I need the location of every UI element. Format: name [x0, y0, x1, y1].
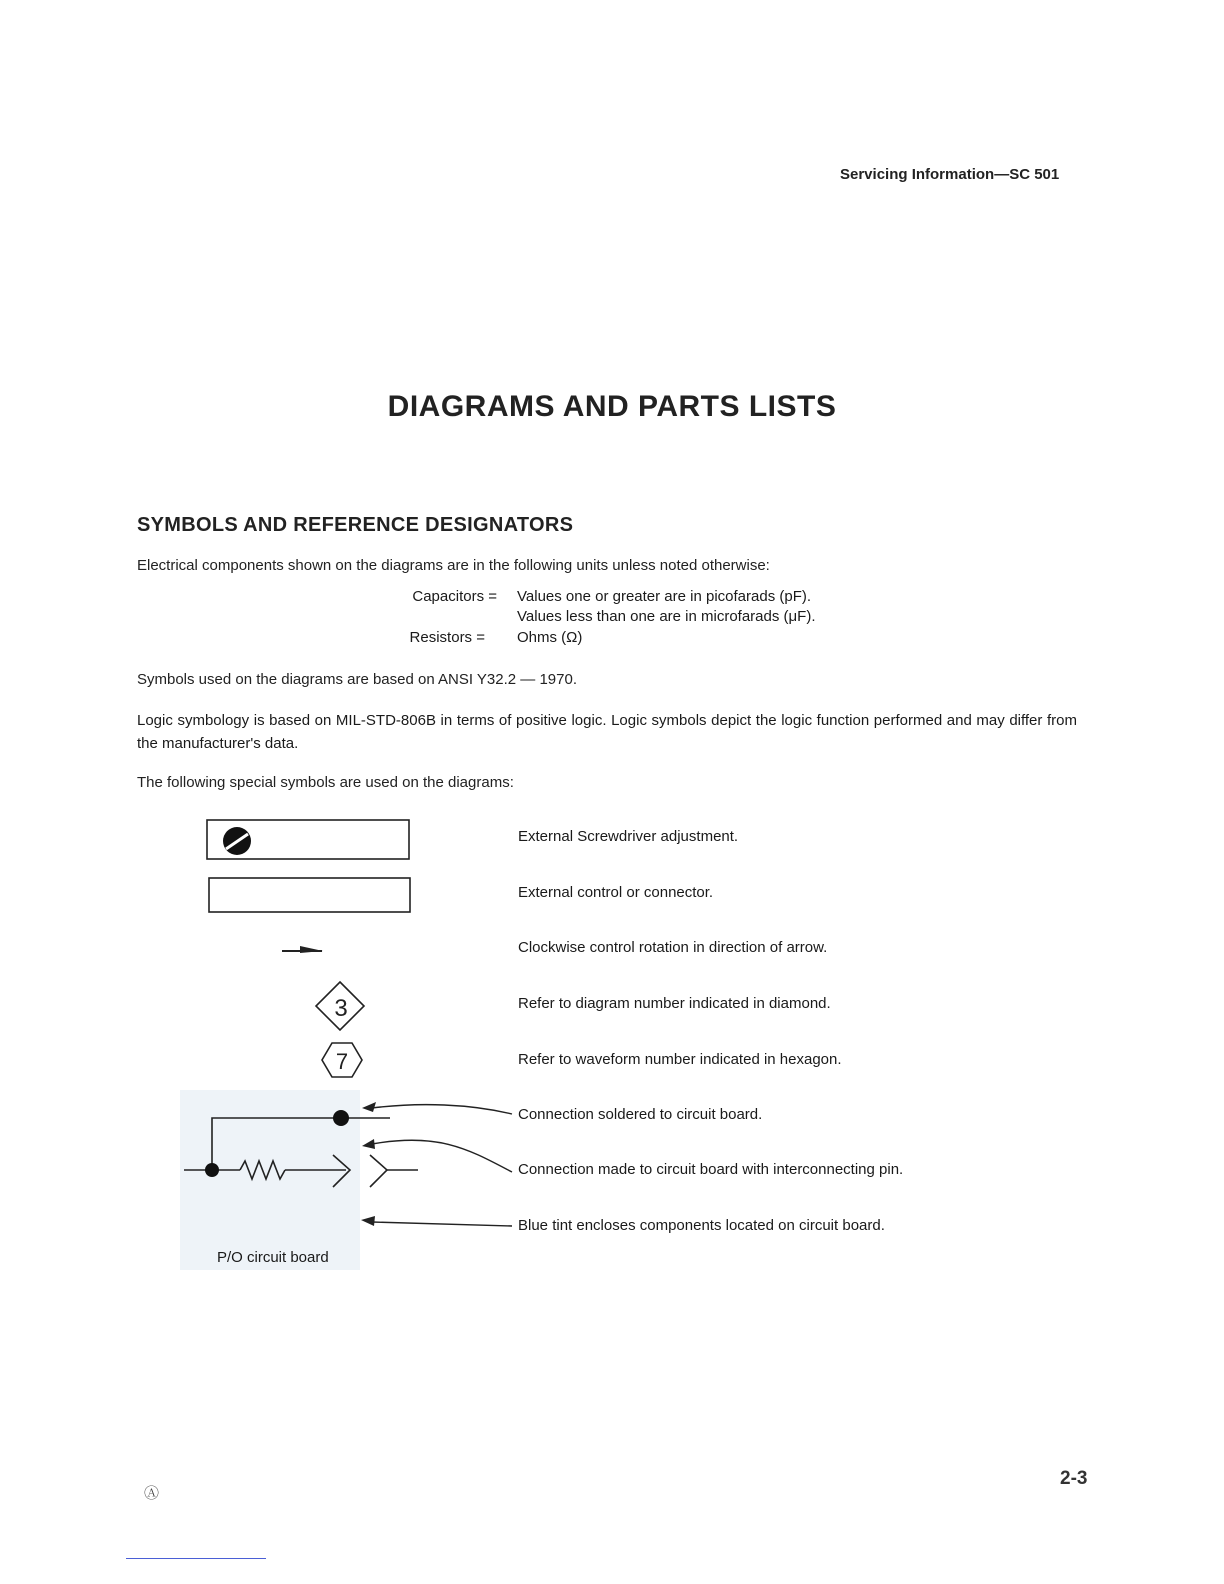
legend-text-hexagon: Refer to waveform number indicated in hexagon.	[518, 1051, 842, 1068]
capacitors-value-2: Values less than one are in microfarads (μF).	[517, 608, 816, 625]
leader-lines	[372, 1105, 512, 1226]
legend-text-external-control: External control or connector.	[518, 884, 714, 901]
screwdriver-adjust-icon	[207, 820, 409, 859]
page-number: 2-3	[1060, 1468, 1088, 1489]
logic-text: Logic symbology is based on MIL-STD-806B in terms of positive logic. Logic symbols depict the logic function performed and may differ from the manufacturer's data.	[137, 712, 1077, 752]
page-title: DIAGRAMS AND PARTS LISTS	[387, 390, 837, 423]
running-header: Servicing Information—SC 501	[840, 166, 1060, 183]
revision-mark: Ⓐ	[144, 1485, 160, 1502]
units-intro: Electrical components shown on the diagrams are in the following units unless noted otherwise:	[137, 557, 770, 574]
section-title: SYMBOLS AND REFERENCE DESIGNATORS	[137, 514, 574, 536]
footer-rule	[126, 1558, 266, 1559]
special-symbols-intro: The following special symbols are used on the diagrams:	[137, 774, 514, 791]
legend-text-diamond: Refer to diagram number indicated in diamond.	[518, 995, 831, 1012]
leader-arrowhead	[362, 1139, 375, 1149]
blue-tint-icon	[180, 1090, 360, 1270]
pcb-label: P/O circuit board	[217, 1249, 329, 1266]
legend-text-interconnect: Connection made to circuit board with interconnecting pin.	[518, 1161, 904, 1178]
legend-text-solder: Connection soldered to circuit board.	[518, 1106, 763, 1123]
capacitors-label: Capacitors =	[412, 588, 497, 605]
legend-text-screwdriver: External Screwdriver adjustment.	[518, 828, 739, 845]
leader-arrowhead	[361, 1216, 375, 1226]
legend-text-blue-tint: Blue tint encloses components located on circuit board.	[518, 1217, 885, 1234]
hexagon-number: 7	[335, 1049, 349, 1074]
clockwise-arrow-icon	[282, 946, 323, 953]
external-control-icon	[209, 878, 410, 912]
capacitors-value-1: Values one or greater are in picofarads (pF).	[517, 588, 812, 605]
resistors-label: Resistors =	[409, 629, 485, 646]
resistors-value: Ohms (Ω)	[517, 629, 583, 646]
leader-arrowhead	[362, 1102, 376, 1112]
diamond-number: 3	[334, 995, 348, 1022]
ansi-text: Symbols used on the diagrams are based on ANSI Y32.2 — 1970.	[137, 671, 577, 688]
legend-text-clockwise: Clockwise control rotation in direction of arrow.	[518, 939, 828, 956]
